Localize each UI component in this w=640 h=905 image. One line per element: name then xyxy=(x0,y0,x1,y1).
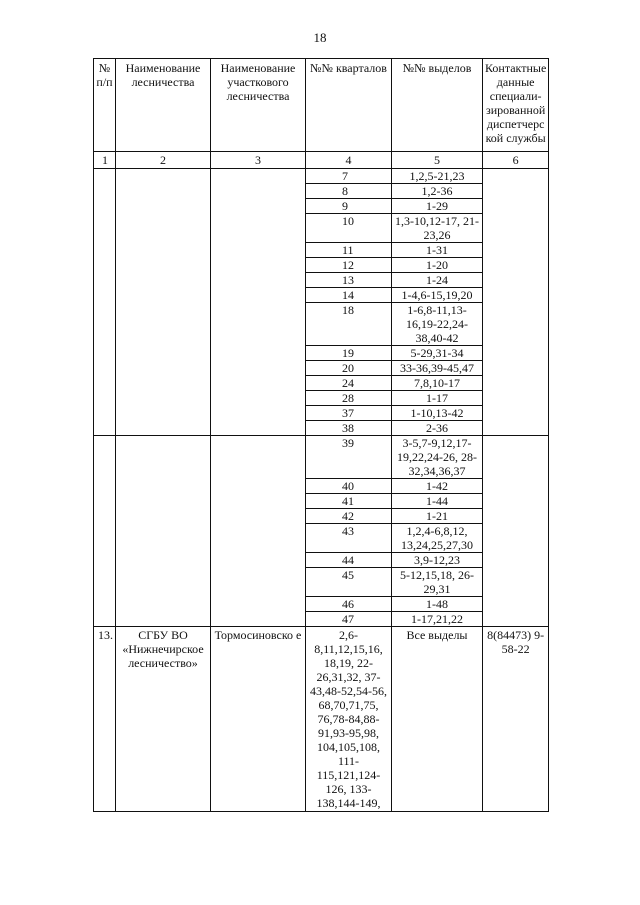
row-number: 13. xyxy=(94,627,116,812)
allotment-list: 7,8,10-17 xyxy=(392,376,483,391)
empty-contacts-cell xyxy=(483,169,549,436)
column-number: 5 xyxy=(392,152,483,169)
allotment-list: 1-44 xyxy=(392,494,483,509)
contacts-value: 8(84473) 9-58-22 xyxy=(483,627,549,812)
allotment-list: 1,2,4-6,8,12, 13,24,25,27,30 xyxy=(392,524,483,553)
quarter-number: 11 xyxy=(306,243,392,258)
header-row xyxy=(94,59,549,152)
allotment-list: 1-29 xyxy=(392,199,483,214)
empty-forestry-cell xyxy=(116,436,211,627)
column-number: 6 xyxy=(483,152,549,169)
empty-contacts-cell xyxy=(483,436,549,627)
quarter-number: 8 xyxy=(306,184,392,199)
table-row xyxy=(94,169,549,184)
column-number: 3 xyxy=(211,152,306,169)
empty-district-cell xyxy=(211,169,306,436)
allotment-list: 5-12,15,18, 26-29,31 xyxy=(392,568,483,597)
quarter-number: 47 xyxy=(306,612,392,627)
allotment-list: 1-10,13-42 xyxy=(392,406,483,421)
empty-num-cell xyxy=(94,169,116,436)
quarter-number: 39 xyxy=(306,436,392,479)
empty-num-cell xyxy=(94,436,116,627)
quarter-number: 40 xyxy=(306,479,392,494)
header-contacts: Контактные данные специали-зированной диспетчерс кой службы xyxy=(483,59,549,152)
allotment-list: 1,2,5-21,23 xyxy=(392,169,483,184)
header-quarters: №№ кварталов xyxy=(306,59,392,152)
page-number: 18 xyxy=(313,30,327,45)
allotment-list: 1-31 xyxy=(392,243,483,258)
table-row xyxy=(94,627,549,812)
district-name: Тормосиновско е xyxy=(211,627,306,812)
quarter-number: 12 xyxy=(306,258,392,273)
allotment-list: 5-29,31-34 xyxy=(392,346,483,361)
header-forestry: Наименование лесничества xyxy=(116,59,211,152)
group-b xyxy=(94,436,549,627)
quarter-number: 18 xyxy=(306,303,392,346)
column-number: 1 xyxy=(94,152,116,169)
allotment-list: 3,9-12,23 xyxy=(392,553,483,568)
column-number: 4 xyxy=(306,152,392,169)
quarter-number: 10 xyxy=(306,214,392,243)
allotment-list: 1-48 xyxy=(392,597,483,612)
allotment-list: 1-17 xyxy=(392,391,483,406)
column-number: 2 xyxy=(116,152,211,169)
allotment-list: 1,3-10,12-17, 21-23,26 xyxy=(392,214,483,243)
allotment-list: 1-24 xyxy=(392,273,483,288)
quarter-number: 13 xyxy=(306,273,392,288)
quarter-number: 46 xyxy=(306,597,392,612)
quarter-number: 44 xyxy=(306,553,392,568)
allotment-list: 1,2-36 xyxy=(392,184,483,199)
quarter-number: 41 xyxy=(306,494,392,509)
forestry-table xyxy=(93,58,549,812)
allotment-list: 1-21 xyxy=(392,509,483,524)
quarter-number: 20 xyxy=(306,361,392,376)
quarter-number: 45 xyxy=(306,568,392,597)
allotment-list: 3-5,7-9,12,17-19,22,24-26, 28-32,34,36,37 xyxy=(392,436,483,479)
quarters-list: 2,6-8,11,12,15,16, 18,19, 22-26,31,32, 37-43,48-52,54-56, 68,70,71,75, 76,78-84,88-91,93-95,98, 104,105,108, 111-115,121,124-126, 133-138,144-149, xyxy=(306,627,392,812)
table-row xyxy=(94,436,549,479)
allotment-list: 2-36 xyxy=(392,421,483,436)
column-numbers-row xyxy=(94,152,549,169)
allotment-list: 1-20 xyxy=(392,258,483,273)
allotment-list: 1-4,6-15,19,20 xyxy=(392,288,483,303)
quarter-number: 38 xyxy=(306,421,392,436)
group-a xyxy=(94,169,549,436)
quarter-number: 7 xyxy=(306,169,392,184)
header-allotments: №№ выделов xyxy=(392,59,483,152)
allotment-list: 33-36,39-45,47 xyxy=(392,361,483,376)
empty-forestry-cell xyxy=(116,169,211,436)
quarter-number: 9 xyxy=(306,199,392,214)
quarter-number: 43 xyxy=(306,524,392,553)
allotment-list: 1-17,21,22 xyxy=(392,612,483,627)
header-district: Наименование участкового лесничества xyxy=(211,59,306,152)
quarter-number: 37 xyxy=(306,406,392,421)
quarter-number: 42 xyxy=(306,509,392,524)
header-num: № п/п xyxy=(94,59,116,152)
allotment-list: 1-6,8-11,13-16,19-22,24-38,40-42 xyxy=(392,303,483,346)
quarter-number: 19 xyxy=(306,346,392,361)
empty-district-cell xyxy=(211,436,306,627)
allotment-list: 1-42 xyxy=(392,479,483,494)
forestry-name: СГБУ ВО «Нижнечирское лесничество» xyxy=(116,627,211,812)
quarter-number: 28 xyxy=(306,391,392,406)
allotments-list: Все выделы xyxy=(392,627,483,812)
quarter-number: 24 xyxy=(306,376,392,391)
quarter-number: 14 xyxy=(306,288,392,303)
